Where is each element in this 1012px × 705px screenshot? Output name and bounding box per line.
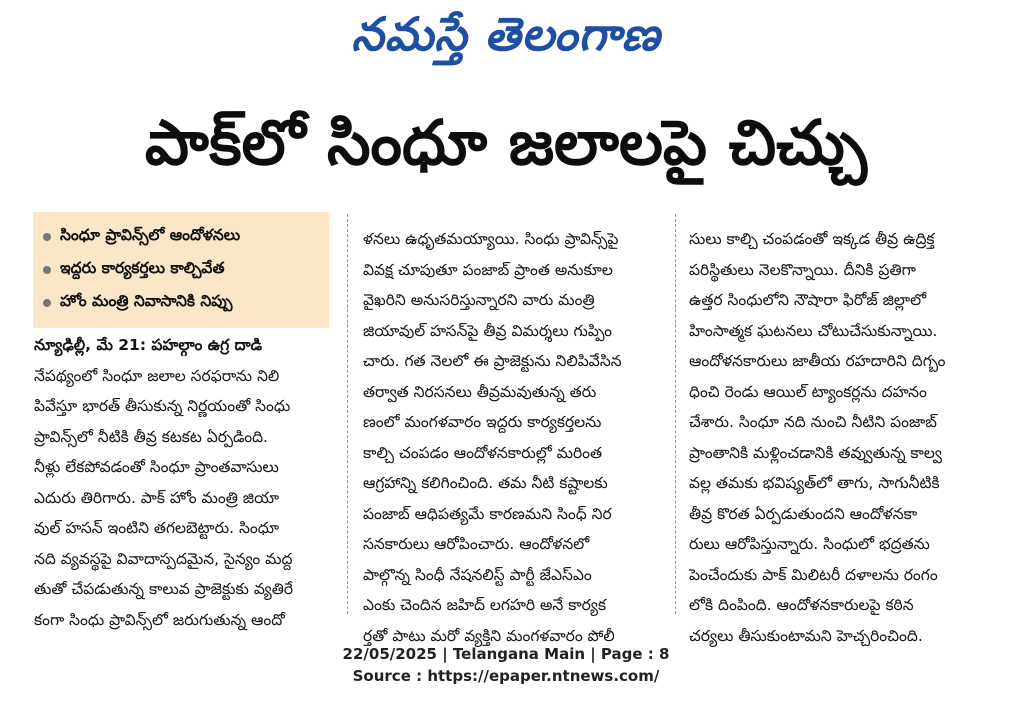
article-line: న్యూఢిల్లీ, మే 21: పహల్గాం ఉగ్ర దాడి bbox=[34, 336, 263, 354]
article-line: చారు. గత నెలలో ఈ ప్రాజెక్టును నిలిపివేసిన bbox=[363, 352, 622, 370]
article-line: హింసాత్మక ఘటనలు చోటుచేసుకున్నాయి. bbox=[689, 321, 938, 340]
article-line: పివేస్తూ భారత్ తీసుకున్న నిర్ణయంతో సింధు bbox=[34, 397, 291, 415]
article-line: ఎంకు చెందిన జహిద్ లగహరి అనే కార్యక bbox=[363, 596, 607, 614]
highlight-item bbox=[43, 286, 319, 319]
article-line: వైఖరిని అనుసరిస్తున్నారని వారు మంత్రి bbox=[363, 291, 595, 309]
bullet-icon bbox=[43, 233, 51, 241]
article-headline: పాక్‌లో సింధూ జలాలపై చిచ్చు bbox=[144, 106, 868, 179]
article-line: ప్రాంతానికి మళ్లించడానికి తవ్వుతున్న కాల్వ bbox=[689, 443, 942, 462]
article-line: ఆగ్రహాన్ని కలిగించింది. తమ నీటి కష్టాలకు bbox=[363, 474, 608, 492]
article-line: ళనలు ఉధృతమయ్యాయి. సింధు ప్రావిన్స్‌పై bbox=[363, 230, 619, 248]
article-line: కంగా సింధు ప్రావిన్స్‌లో జరుగుతున్న ఆందో bbox=[34, 610, 285, 629]
article-line: ఆందోళనకారులు జాతీయ రహదారిని దిగ్బం bbox=[689, 352, 946, 370]
article-line: పెంచేందుకు పాక్ మిలిటరీ దళాలను రంగం bbox=[689, 565, 938, 584]
footer-source: Source : https://epaper.ntnews.com/ bbox=[352, 667, 660, 685]
article-line: చర్యలు తీసుకుంటామని హెచ్చరించింది. bbox=[689, 626, 923, 645]
highlight-text: హోం మంత్రి నివాసానికి నిప్పు bbox=[60, 291, 233, 310]
article-line: సులు కాల్చి చంపడంతో ఇక్కడ తీవ్ర ఉద్రిక్త bbox=[689, 230, 935, 248]
footer-edition-info: 22/05/2025 | Telangana Main | Page : 8 bbox=[342, 645, 670, 663]
article-column-1 bbox=[34, 330, 330, 635]
article-line: తుతో చేపడుతున్న కాలువ ప్రాజెక్టుకు వ్యతిరే bbox=[34, 580, 294, 598]
masthead-logo: నమస్తే తెలంగాణ bbox=[351, 7, 661, 61]
article-line: తర్వాత నిరసనలు తీవ్రమవుతున్న తరు bbox=[363, 382, 597, 401]
article-column-3 bbox=[689, 224, 981, 651]
column-divider bbox=[347, 214, 348, 614]
article-line: జియావుల్ హసన్‌పై తీవ్ర విమర్శలు గుప్పిం bbox=[363, 321, 613, 340]
highlights-box bbox=[33, 212, 329, 328]
highlight-text: ఇద్దరు కార్యకర్తలు కాల్చివేత bbox=[60, 258, 225, 277]
article-line: ధించి రెండు ఆయిల్ ట్యాంకర్లను దహనం bbox=[689, 382, 927, 401]
article-line: నది వ్యవస్థపై వివాదాస్పదమైన, సైన్యం మద్ద bbox=[34, 549, 293, 568]
article-line: పంజాబ్ ఆధిపత్యమే కారణమని సింధ్ నిర bbox=[363, 504, 612, 523]
article-line: ఎదురు తిరిగారు. పాక్ హోం మంత్రి జియా bbox=[34, 488, 280, 507]
article-line: కాల్చి చంపడం ఆందోళనకారుల్లో మరింత bbox=[363, 443, 603, 462]
article-line: వివక్ష చూపుతూ పంజాబ్ ప్రాంత అనుకూల bbox=[363, 260, 613, 279]
article-line: వల్ల తమకు భవిష్యత్‌లో తాగు, సాగునీటికి bbox=[689, 474, 940, 492]
article-line: నీళ్లు లేకపోవడంతో సింధూ ప్రాంతవాసులు bbox=[34, 458, 279, 476]
article-line: ప్రావిన్స్‌లో నీటికి తీవ్ర కటకట ఏర్పడింది. bbox=[34, 427, 268, 446]
bullet-icon bbox=[43, 266, 51, 274]
article-line: నేపథ్యంలో సింధూ జలాల సరఫరాను నిలి bbox=[34, 366, 280, 385]
article-line: లోకి దింపింది. ఆందోళనకారులపై కఠిన bbox=[689, 596, 914, 614]
article-line: ర్తతో పాటు మరో వ్యక్తిని మంగళవారం పోలీ bbox=[363, 626, 615, 645]
bullet-icon bbox=[43, 299, 51, 307]
article-line: వుల్ హసన్ ఇంటిని తగలబెట్టారు. సింధూ bbox=[34, 519, 280, 537]
article-line: ణంలో మంగళవారం ఇద్దరు కార్యకర్తలను bbox=[363, 413, 602, 431]
article-column-2 bbox=[363, 224, 663, 651]
highlight-item bbox=[43, 253, 319, 286]
article-line: రులు ఆరోపిస్తున్నారు. సింధులో భద్రతను bbox=[689, 535, 930, 553]
column-divider bbox=[675, 214, 676, 614]
article-line: పాల్గొన్న సింధీ నేషనలిస్ట్ పార్టీ జేఎస్ఎం bbox=[363, 565, 592, 584]
masthead bbox=[0, 0, 1012, 80]
article-line: సనకారులు ఆరోపించారు. ఆందోళనలో bbox=[363, 535, 590, 553]
article-line: తీవ్ర కొరత ఏర్పడుతుందని ఆందోళనకా bbox=[689, 504, 918, 523]
highlight-item bbox=[43, 220, 319, 253]
highlight-text: సింధూ ప్రావిన్స్‌లో ఆందోళనలు bbox=[60, 225, 241, 244]
article-line: చేశారు. సింధూ నది నుంచి నీటిని పంజాబ్ bbox=[689, 413, 937, 431]
article-line: ఉత్తర సింధులోని నౌషారా ఫిరోజ్ జిల్లాలో bbox=[689, 291, 927, 309]
article-line: పరిస్థితులు నెలకొన్నాయి. దీనికి ప్రతిగా bbox=[689, 260, 916, 279]
